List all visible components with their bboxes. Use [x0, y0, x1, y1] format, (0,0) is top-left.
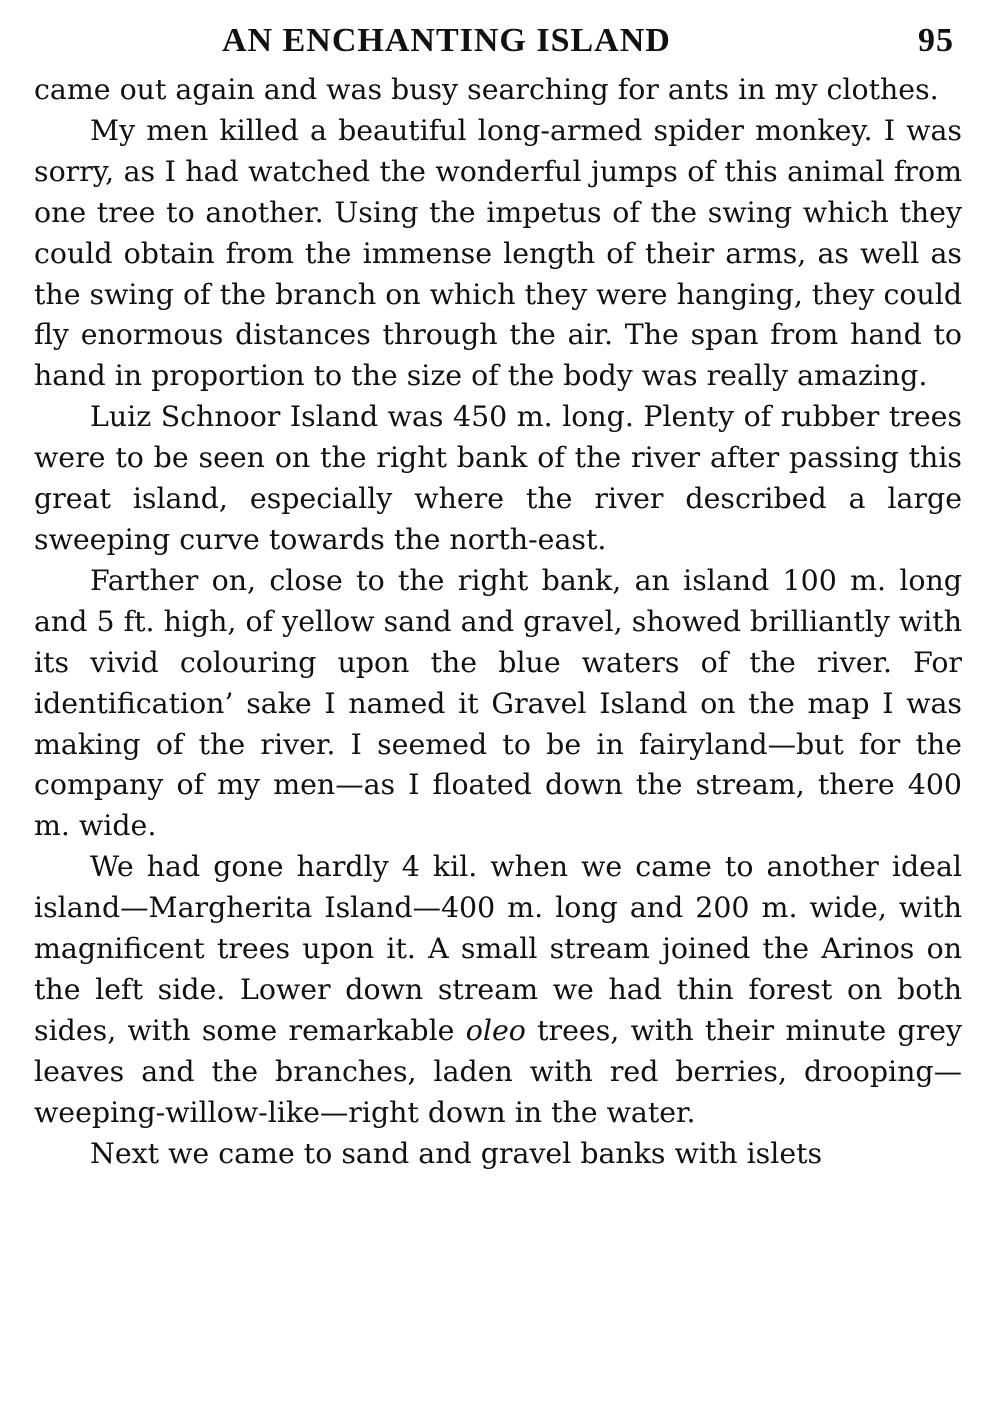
running-head [34, 18, 962, 70]
paragraph-sand-gravel-banks: Next we came to sand and gravel banks with islets [90, 1136, 823, 1170]
paragraph-spider-monkey: My men killed a beautiful long-armed spider monkey. I was sorry, as I had watched the wonderful jumps of this animal from one tree to another. Using the impetus of the swing which they could obtain from the immense length of their arms, as well as the swing of the branch on which they were hanging, they could fly enormous distances through the air. The span from hand to hand in proportion to the size of the body was really amazing. [34, 113, 962, 393]
page-number: 95 [918, 22, 954, 59]
paragraph-margherita-text-before: We had gone hardly 4 kil. when we came to another ideal island—Margherita Island—400 m. long and 200 m. wide, with magnificent trees upon it. A small stream joined the Arinos on the left side. Lower down stream we had thin forest on both sides, with some remarkable [34, 850, 962, 1047]
paragraph-margherita-text-after: trees, with their minute grey leaves and the branches, laden with red berries, drooping—weeping-willow-like—right down in the water. [34, 1013, 962, 1129]
paragraph-gravel-island: Farther on, close to the right bank, an island 100 m. long and 5 ft. high, of yellow sand and gravel, showed brilliantly with its vivid colouring upon the blue waters of the river. For identification’ sake I named it Gravel Island on the map I was making of the river. I seemed to be in fairyland—but for the company of my men—as I floated down the stream, there 400 m. wide. [34, 563, 962, 843]
italic-term-oleo: oleo [465, 1013, 526, 1047]
body-text [34, 70, 962, 1174]
paragraph-margherita-island [34, 847, 962, 1133]
running-head-title: AN ENCHANTING ISLAND [222, 22, 671, 59]
paragraph-continuation: came out again and was busy searching for ants in my clothes. [34, 73, 939, 106]
paragraph-luiz-schnoor-island: Luiz Schnoor Island was 450 m. long. Plenty of rubber trees were to be seen on the right bank of the river after passing this great island, especially where the river described a large sweeping curve towards the north-east. [34, 400, 962, 556]
book-page [34, 18, 962, 1174]
